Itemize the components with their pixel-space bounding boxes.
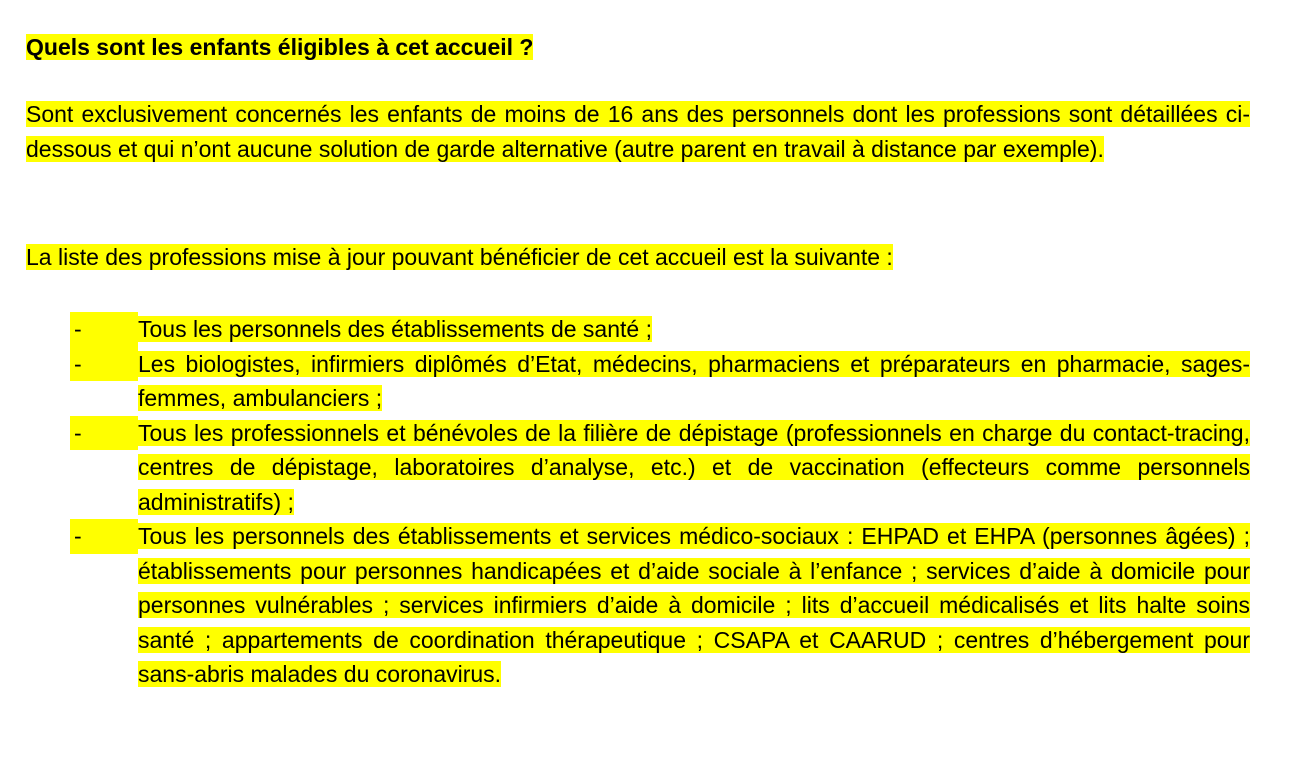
section-heading — [26, 30, 533, 64]
eligibility-paragraph — [26, 97, 1250, 166]
list-bullet: - — [70, 347, 138, 382]
list-item-text: Tous les personnels des établissements et services médico-sociaux : EHPAD et EHPA (personnes âgées) ; établissements pour personnes handicapées et d’aide sociale à l’enfance ; services d’aide à domicile pour personnes vulnérables ; services infirmiers d’aide à domicile ; lits d’accueil médicalisés et lits halte soins santé ; appartements de coordination thérapeutique ; CSAPA et CAARUD ; centres d’hébergement pour sans-abris malades du coronavirus. — [138, 523, 1250, 687]
list-bullet: - — [70, 519, 138, 554]
list-item — [26, 519, 1250, 692]
list-intro-text: La liste des professions mise à jour pouvant bénéficier de cet accueil est la suivante : — [26, 244, 893, 270]
professions-list — [26, 312, 1250, 692]
list-item — [26, 347, 1250, 416]
list-bullet: - — [70, 416, 138, 451]
eligibility-text: Sont exclusivement concernés les enfants de moins de 16 ans des personnels dont les professions sont détaillées ci-dessous et qui n’ont aucune solution de garde alternative (autre parent en travail à distance par exemple). — [26, 101, 1250, 162]
list-intro-paragraph — [26, 240, 1250, 275]
list-bullet: - — [70, 312, 138, 347]
list-item — [26, 416, 1250, 520]
list-item-text: Tous les personnels des établissements de santé ; — [138, 316, 652, 342]
heading-text: Quels sont les enfants éligibles à cet accueil ? — [26, 34, 534, 60]
list-item — [26, 312, 1250, 347]
list-item-text: Les biologistes, infirmiers diplômés d’Etat, médecins, pharmaciens et préparateurs en pharmacie, sages-femmes, ambulanciers ; — [138, 350, 1250, 411]
list-item-text: Tous les professionnels et bénévoles de la filière de dépistage (professionnels en charge du contact-tracing, centres de dépistage, laboratoires d’analyse, etc.) et de vaccination (effecteurs comme personnels administratifs) ; — [138, 419, 1250, 515]
